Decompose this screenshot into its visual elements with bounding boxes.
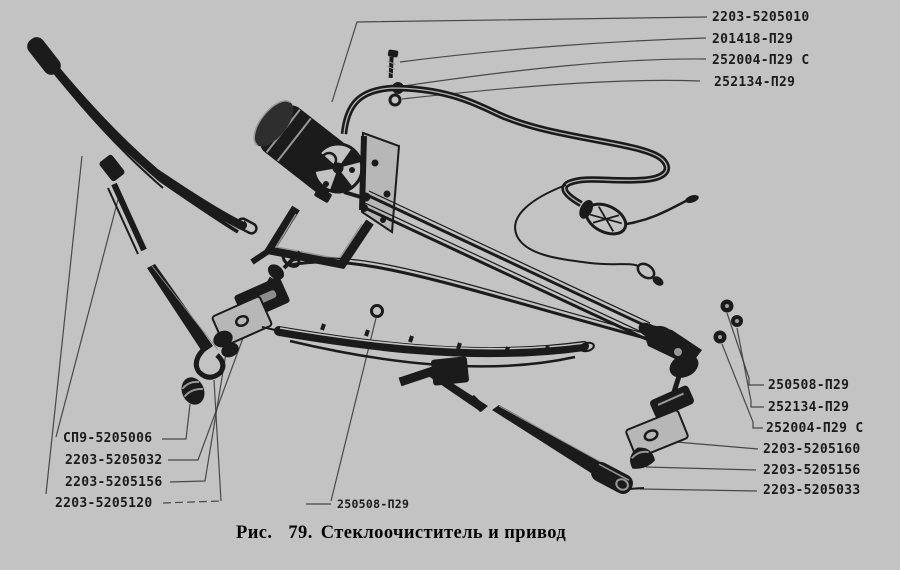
label-2203-5205156-right: 2203-5205156 [763,463,861,478]
label-2203-5205156-left: 2203-5205156 [65,475,163,490]
washer [390,95,400,105]
screw [385,49,399,78]
right-wiper-arm [421,368,644,497]
left-wiper-blade [24,34,258,235]
label-252134-p29-top: 252134-П29 [714,75,796,90]
figure-caption [236,523,566,543]
center-wiper-blade [262,324,595,386]
wiring-harness [344,88,700,288]
label-250508-p29-bottom: 250508-П29 [337,497,410,511]
caption-title: Стеклоочиститель и привод [320,523,567,543]
motor-fasteners [385,49,403,105]
wiper-motor [246,94,399,232]
blade-screw [372,306,383,317]
label-2203-5205010: 2203-5205010 [712,10,810,25]
left-pivot-cone [178,374,209,408]
motor-mounting-bracket [252,208,370,264]
label-2203-5205160: 2203-5205160 [763,442,861,457]
label-201418-p29: 201418-П29 [712,32,794,47]
left-pivot-assembly [211,249,302,360]
caption-number: 79. [288,523,313,543]
label-250508-p29-right: 250508-П29 [768,378,850,393]
label-252004-p29s-right: 252004-П29 С [766,421,864,436]
motor-bracket-plate [362,133,399,232]
part-labels [55,10,864,511]
label-252004-p29s-top: 252004-П29 С [712,53,810,68]
label-252134-p29-right: 252134-П29 [768,400,850,415]
left-wiper-arm [108,184,223,408]
label-2203-5205033: 2203-5205033 [763,483,861,498]
label-2203-5205120: 2203-5205120 [55,496,153,511]
blade-center-bracket [400,356,469,386]
label-2203-5205032: 2203-5205032 [65,453,163,468]
connector-plug [575,195,630,240]
caption-label: Рис. [236,523,273,543]
label-sp9-5205006: СП9-5205006 [63,431,153,446]
